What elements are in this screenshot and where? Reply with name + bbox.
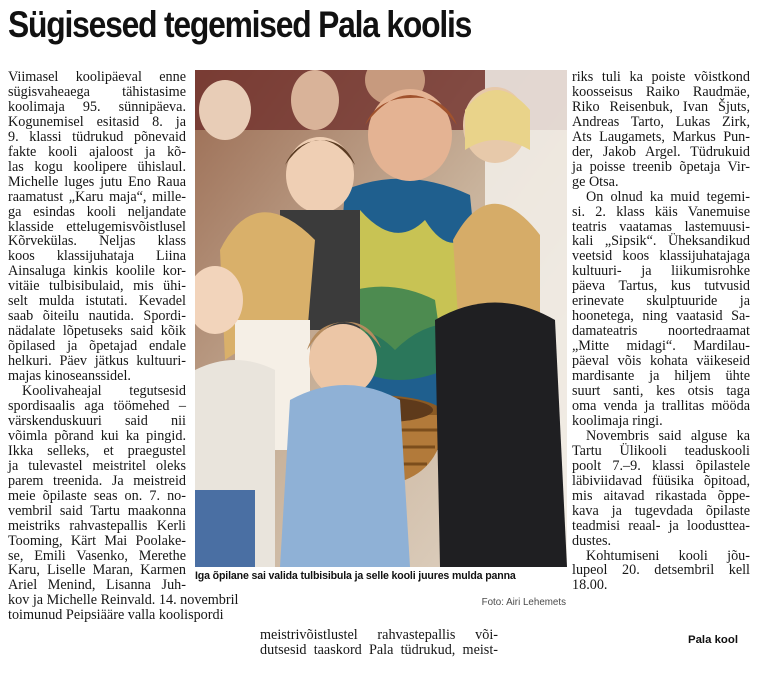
article-photo [195, 70, 567, 567]
text-line: vitäie tulbisibulaid, mis ühi- [8, 278, 186, 295]
text-line: ge Otsa. [572, 173, 619, 190]
text-line: Kogunemisel esitasid 8. ja [8, 113, 186, 130]
text-line: Novembris said alguse ka [586, 427, 750, 444]
text-line: On olnud ka muid tegemi- [586, 188, 750, 205]
article-column-bottom [260, 628, 498, 658]
text-line: Michelle luges jutu Eno Raua [8, 173, 186, 190]
text-line: Koolivaheajal tegutsesid [22, 383, 186, 400]
students-with-basket-illustration [195, 70, 567, 567]
text-line: koos klassijuhataja Liina [8, 248, 186, 265]
text-line: der, Jakob Argel. Tüdrukuid [572, 143, 750, 160]
headline: Sügisesed tegemised Pala koolis [8, 4, 472, 45]
text-line: fakte kooli ajaloost ja kõ- [8, 143, 186, 160]
article-column-left [8, 69, 239, 624]
text-line: kali „Sipsik“. Üheksandikud [572, 233, 750, 250]
photo-credit: Foto: Airi Lehemets [481, 597, 566, 608]
text-line: Karu, Liselle Maran, Karmen [8, 562, 186, 579]
text-line: suurt santi, kes otsis taga [572, 383, 750, 400]
text-line: värskenduskuuri said nii [8, 412, 186, 429]
text-line: sügisvaheaega tähistasime [8, 83, 186, 100]
text-line: läbiviidavad füüsika õpitoad, [572, 472, 750, 489]
text-line: 18.00. [572, 577, 608, 594]
text-line: selt mulda istutati. Kevadel [8, 293, 186, 310]
text-line: koolimaja 95. sünnipäeva. [8, 98, 186, 115]
text-line: teatris vaatamas lastemuusi- [572, 218, 750, 235]
text-line: Kõrvekülas. Neljas klass [8, 233, 186, 250]
text-line: kov ja Michelle Reinvald. 14. novembril [8, 592, 239, 609]
text-line: koosseisus Raiko Raudmäe, [572, 83, 750, 100]
text-line: lupeol 20. detsembril kell [572, 562, 750, 579]
text-line: veetsid koos klassijuhatajaga [572, 248, 750, 265]
text-line: koolimaja ringi. [572, 412, 663, 429]
text-line: Viimasel koolipäeval enne [8, 69, 186, 85]
text-line: Ikka selleks, et praegustel [8, 442, 186, 459]
text-line: päeva Tartus, kus tutvusid [572, 278, 750, 295]
text-line: Kohtumiseni kooli jõu- [586, 547, 750, 564]
text-line: Ariel Menind, Lisanna Juh- [8, 577, 186, 594]
article-signature: Pala kool [688, 634, 739, 646]
text-line: toimunud Peipsiääre valla koolispordi [8, 607, 224, 624]
text-line: teadmisi reaal- ja loodusttea- [572, 517, 750, 534]
text-line: õpilased ja õpetajad endale [8, 338, 186, 355]
photo-caption: Iga õpilane sai valida tulbisibula ja selle kooli juures mulda panna [195, 570, 516, 582]
text-line: las kogu koolipere ühislaul. [8, 158, 186, 175]
text-line: helkuri. Päev jätkus kultuuri- [8, 353, 186, 370]
text-line: kava ja tugevdada õpilaste [572, 502, 750, 519]
text-line: ja tulevastel meistritel oleks [8, 457, 186, 474]
text-line: raamatust „Karu maja“, mille- [8, 188, 186, 205]
text-line: majas kinoseanssidel. [8, 368, 131, 385]
text-line: poolt 7.–9. klassi õpilastele [572, 457, 750, 474]
text-line: dustes. [572, 532, 612, 549]
text-line: „Mitte midagi“. Mardilau- [572, 338, 750, 355]
text-line: Ats Laugamets, Markus Pun- [572, 128, 750, 145]
text-line: meistriks rahvastepallis Kerli [8, 517, 186, 534]
text-line: Tooming, Kärt Mai Poolake- [8, 532, 186, 549]
text-line: meistrivõistlustel rahvastepallis või- [260, 627, 498, 643]
text-line: Andreas Tarto, Lukas Zirk, [572, 113, 750, 130]
text-line: meie õpilaste seas on. 7. no- [8, 487, 186, 504]
text-line: saab õiteilu nautida. Spordi- [8, 308, 186, 325]
text-line: parem treenida. Ja meistreid [8, 472, 186, 489]
text-line: oma venda ja trallitas mööda [572, 397, 750, 414]
text-line: damateatris noortedraamat [572, 323, 750, 340]
text-line: hoonetega, ning vaatasid Sa- [572, 308, 750, 325]
text-line: klasside ettelugemisvõistlusel [8, 218, 186, 235]
text-line: Ainsaluga kinkis koolile kor- [8, 263, 186, 280]
text-line: 9. klassi tüdrukud põnevaid [8, 128, 186, 145]
text-line: nädalate lõpetuseks said kõik [8, 323, 186, 340]
text-line: kultuuri- ja liikumisrohke [572, 263, 750, 280]
text-line: päeval võis kohata väikeseid [572, 353, 750, 370]
text-line: vembril said Tartu maakonna [8, 502, 186, 519]
text-line: erinevate skulptuuride ja [572, 293, 750, 310]
text-line: Riko Reisenbuk, Ivan Šjuts, [572, 98, 750, 115]
text-line: Tartu Ülikooli teaduskooli [572, 442, 750, 459]
text-line: võimla põrand kui ka pingid. [8, 427, 186, 444]
text-line: riks tuli ka poiste võistkond [572, 69, 750, 85]
text-line: dutsesid taaskord Pala tüdrukud, meist- [260, 641, 498, 658]
text-line: mardisante ja hiljem ühte [572, 368, 750, 385]
text-line: ja poisse treenib õpetaja Vir- [572, 158, 750, 175]
text-line: si. 2. klass käis Vanemuise [572, 203, 750, 220]
text-line: ga esindas kooli neljandate [8, 203, 186, 220]
article-column-right [572, 70, 750, 593]
text-line: spordisaalis aga töömehed – [8, 397, 186, 414]
text-line: se, Emili Vasenko, Merethe [8, 547, 186, 564]
text-line: mis aitavad rikastada õppe- [572, 487, 750, 504]
